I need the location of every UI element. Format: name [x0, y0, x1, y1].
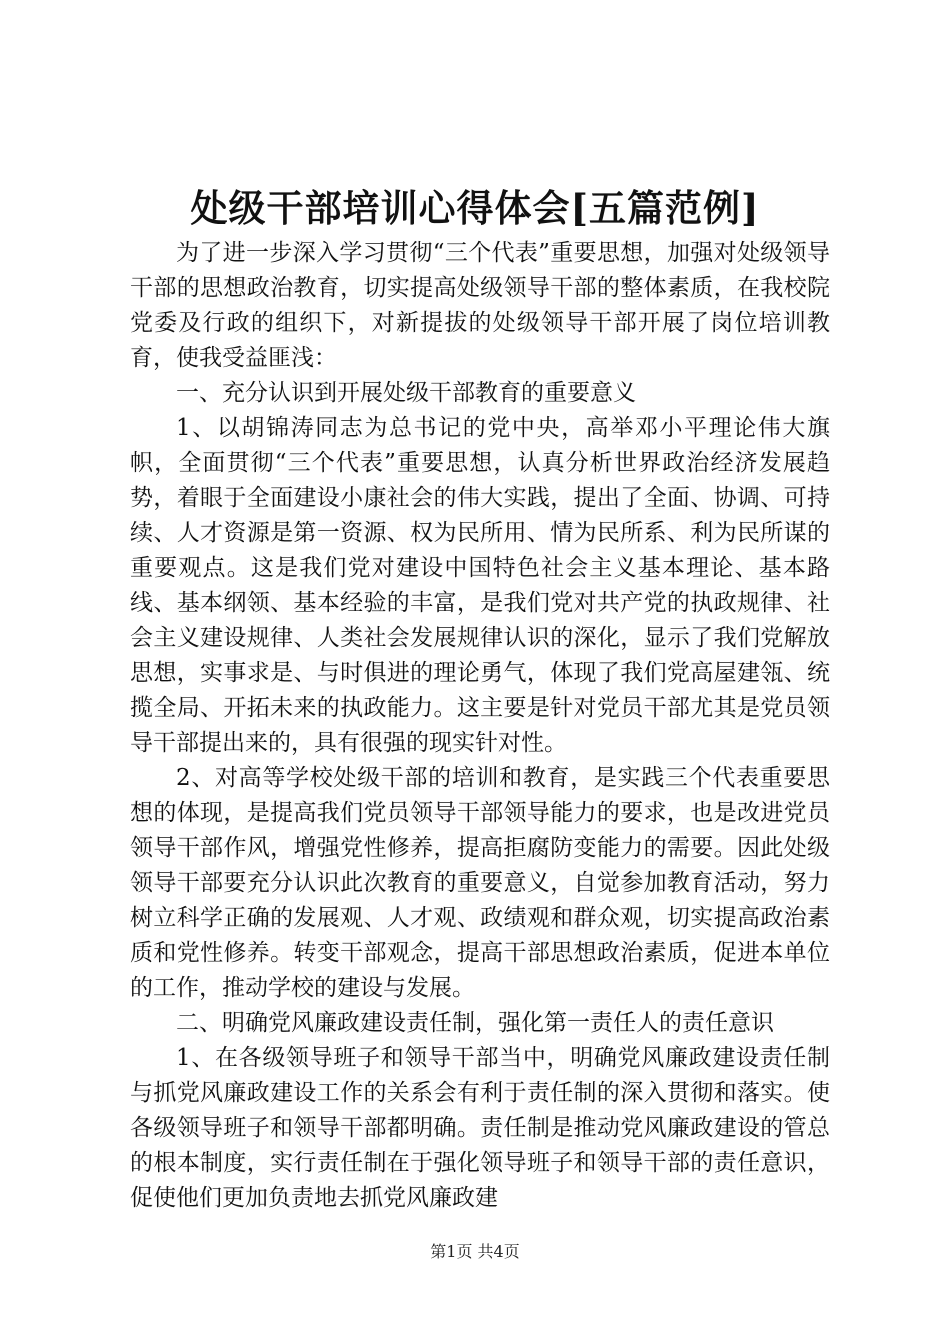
- paragraph-1-2: 2、对高等学校处级干部的培训和教育，是实践三个代表重要思想的体现，是提高我们党员领导干部领导能力的要求，也是改进党员领导干部作风，增强党性修养，提高拒腐防变能力的需要。因此处级领导干部要充分认识此次教育的重要意义，自觉参加教育活动，努力树立科学正确的发展观、人才观、政绩观和群众观，切实提高政治素质和党性修养。转变干部观念，提高干部思想政治素质，促进本单位的工作，推动学校的建设与发展。: [130, 765, 830, 1001]
- paragraph-2-1: 1、在各级领导班子和领导干部当中，明确党风廉政建设责任制与抓党风廉政建设工作的关系会有利于责任制的深入贯彻和落实。使各级领导班子和领导干部都明确。责任制是推动党风廉政建设的管总的根本制度，实行责任制在于强化领导班子和领导干部的责任意识，促使他们更加负责地去抓党风廉政建: [130, 1045, 830, 1211]
- page-number-footer: 第1页 共4页: [430, 1242, 520, 1261]
- document-body: [130, 236, 830, 1216]
- paragraph-1-1: 1、以胡锦涛同志为总书记的党中央，高举邓小平理论伟大旗帜，全面贯彻“三个代表”重要思想，认真分析世界政治经济发展趋势，着眼于全面建设小康社会的伟大实践，提出了全面、协调、可持续、人才资源是第一资源、权为民所用、情为民所系、利为民所谋的重要观点。这是我们党对建设中国特色社会主义基本理论、基本路线、基本纲领、基本经验的丰富，是我们党对共产党的执政规律、社会主义建设规律、人类社会发展规律认识的深化，显示了我们党解放思想，实事求是、与时俱进的理论勇气，体现了我们党高屋建瓴、统揽全局、开拓未来的执政能力。这主要是针对党员干部尤其是党员领导干部提出来的，具有很强的现实针对性。: [130, 415, 830, 756]
- section-heading-1: 一、充分认识到开展处级干部教育的重要意义: [176, 380, 636, 406]
- paragraph-intro: 为了进一步深入学习贯彻“三个代表”重要思想，加强对处级领导干部的思想政治教育，切实提高处级领导干部的整体素质，在我校院党委及行政的组织下，对新提拔的处级领导干部开展了岗位培训教育，使我受益匪浅：: [130, 240, 830, 371]
- section-heading-2: 二、明确党风廉政建设责任制，强化第一责任人的责任意识: [176, 1010, 774, 1036]
- page-title: 处级干部培训心得体会[五篇范例]: [190, 186, 760, 230]
